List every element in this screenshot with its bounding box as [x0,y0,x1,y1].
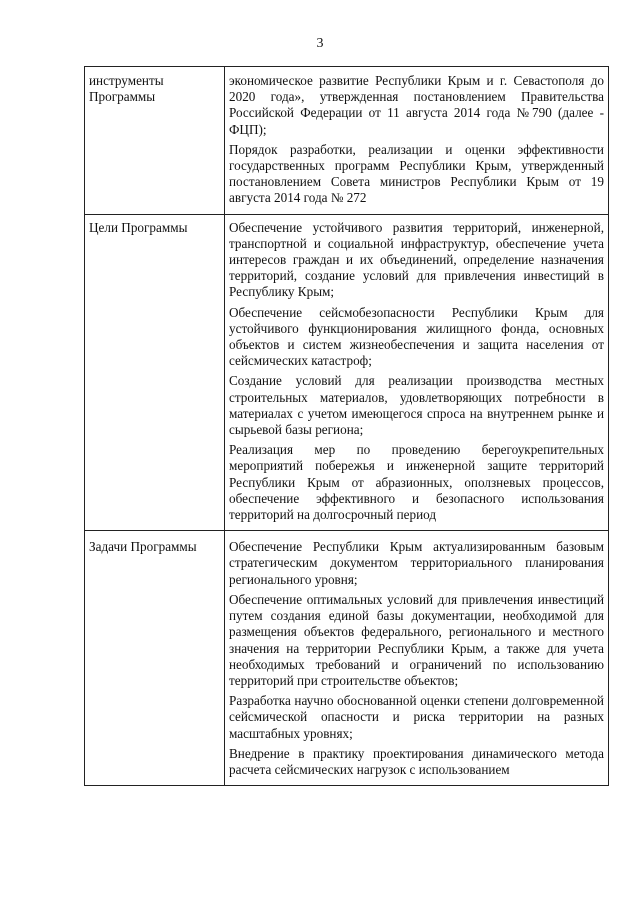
paragraph: Создание условий для реализации производства местных строительных материалов, удовлетворяющих потребности в материалах с учетом имеющегося спроса на внутреннем рынке и сырьевой базы региона; [229,373,604,438]
paragraph: Внедрение в практику проектирования динамического метода расчета сейсмических нагрузок с использованием [229,745,604,777]
paragraph: Обеспечение оптимальных условий для привлечения инвестиций путем создания единой базы документации, необходимой для размещения объектов федерального, регионального и местного значения на территории Республики Крым, а также для учета необходимых требований и ограничений по использованию территорий при строительстве объектов; [229,591,604,688]
paragraph: Обеспечение сейсмобезопасности Республики Крым для устойчивого функционирования жилищного фонда, основных объектов и систем жизнеобеспечения и защита населения от сейсмических катастроф; [229,304,604,369]
paragraph: Реализация мер по проведению берегоукрепительных мероприятий побережья и инженерной защите территорий Республики Крым от абразионных, оползневых процессов, обеспечение эффективного и безопасного использования территорий на долгосрочный период [229,442,604,523]
page-number: 3 [316,36,324,51]
paragraph: Обеспечение устойчивого развития территорий, инженерной, транспортной и социальной инфраструктур, обеспечение учета интересов граждан и их объединений, определение назначения территорий, создание условий для привлечения инвестиций в Республику Крым; [229,219,604,300]
table-row [85,67,609,215]
row-label: Цели Программы [85,214,225,531]
paragraph: Обеспечение Республики Крым актуализированным базовым стратегическим документом территориального планирования регионального уровня; [229,539,604,587]
row-label: инструменты Программы [85,67,225,215]
row-content [225,531,609,786]
table-row [85,531,609,786]
paragraph: Разработка научно обоснованной оценки степени долговременной сейсмической опасности и риска территории на разных масштабных уровнях; [229,693,604,741]
paragraph: Порядок разработки, реализации и оценки эффективности государственных программ Республики Крым, утвержденный постановлением Совета министров Республики Крым от 19 августа 2014 года № 272 [229,141,604,206]
table-row [85,214,609,531]
row-content [225,67,609,215]
program-passport-table [84,66,609,786]
paragraph: экономическое развитие Республики Крым и г. Севастополя до 2020 года», утвержденная постановлением Правительства Российской Федерации от 11 августа 2014 года №790 (далее - ФЦП); [229,73,604,137]
row-content [225,214,609,531]
row-label: Задачи Программы [85,531,225,786]
